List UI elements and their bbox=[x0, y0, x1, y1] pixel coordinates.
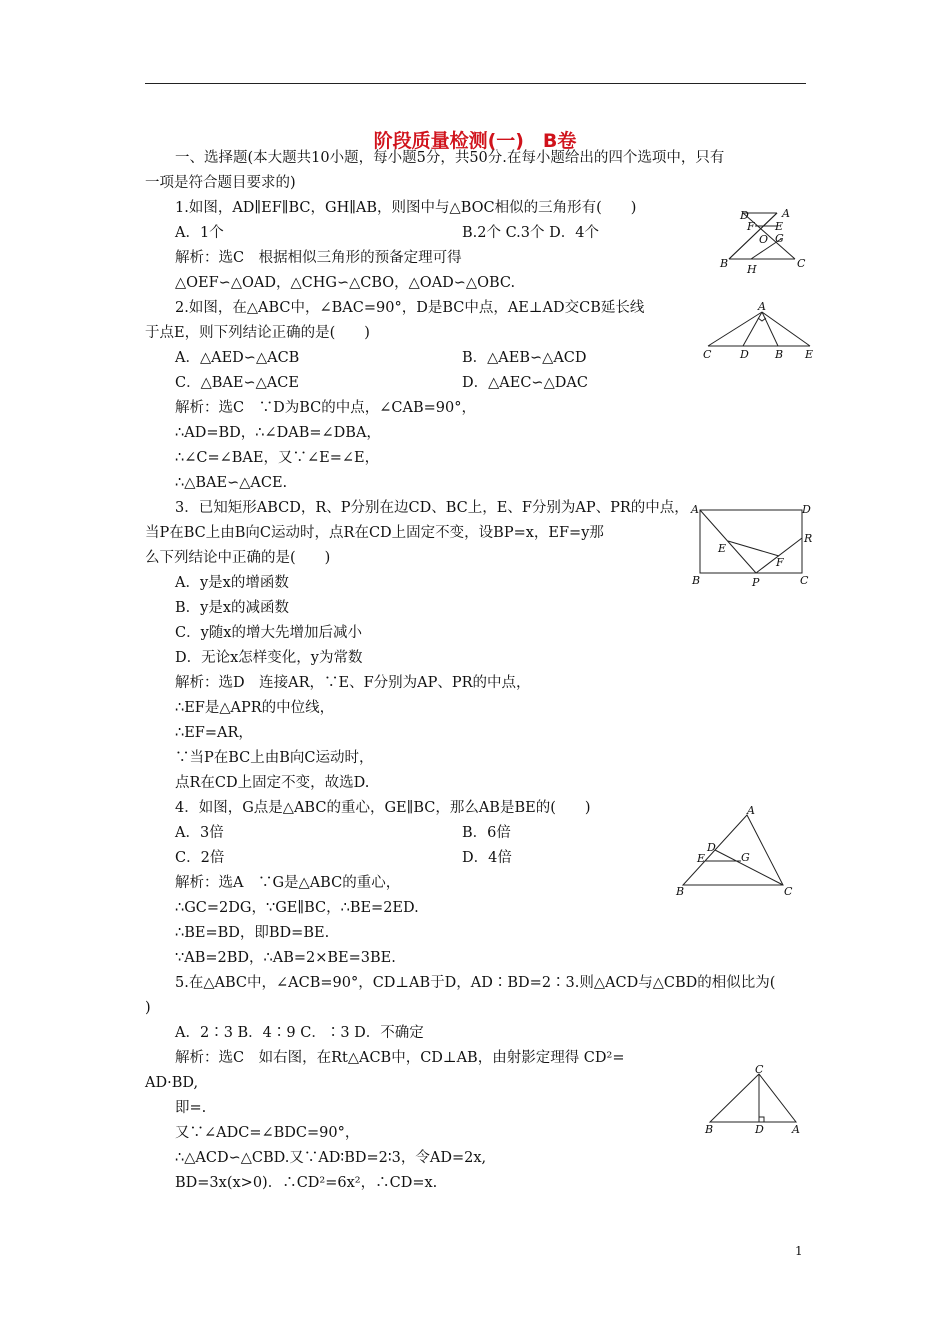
figure-q1 bbox=[715, 205, 815, 277]
q2-option-d: D．△AEC∽△DAC bbox=[462, 375, 588, 391]
fig1-label-f: F bbox=[747, 220, 755, 233]
q4-solution-4: ∵AB=2BD，∴AB=2×BE=3BE. bbox=[175, 950, 396, 966]
q3-option-a: A．y是x的增函数 bbox=[175, 575, 289, 591]
q5-solution-2: AD·BD, bbox=[145, 1075, 199, 1091]
figure-q5 bbox=[700, 1062, 812, 1142]
q4-option-a: A．3倍 bbox=[175, 825, 224, 841]
fig2-ad bbox=[743, 312, 762, 346]
q2-option-c: C．△BAE∽△ACE bbox=[175, 375, 299, 391]
fig2-label-c: C bbox=[703, 348, 712, 361]
figure-q2 bbox=[700, 300, 815, 362]
q5-solution-5: ∴△ACD∽△CBD.又∵AD∶BD=2∶3，令AD=2x, bbox=[175, 1150, 487, 1166]
fig5-triangle bbox=[710, 1074, 796, 1122]
q1-solution-2: △OEF∽△OAD，△CHG∽△CBO，△OAD∽△OBC. bbox=[175, 275, 516, 291]
fig2-label-a: A bbox=[758, 300, 766, 313]
q3-option-c: C．y随x的增大先增加后减小 bbox=[175, 625, 362, 641]
fig1-label-e: E bbox=[775, 220, 784, 233]
q5-options: A．2∶3 B．4∶9 C．∶3 D．不确定 bbox=[175, 1025, 424, 1041]
fig3-label-p: P bbox=[752, 576, 760, 589]
fig2-right-angle bbox=[758, 318, 766, 321]
q3-stem-cont-1: 当P在BC上由B向C运动时，点R在CD上固定不变，设BP=x，EF=y那 bbox=[145, 525, 604, 541]
fig3-label-c: C bbox=[800, 574, 809, 587]
q4-solution-3: ∴BE=BD，即BD=BE. bbox=[175, 925, 330, 941]
fig4-label-a: A bbox=[747, 804, 755, 817]
q1-solution-1: 解析：选C 根据相似三角形的预备定理可得 bbox=[175, 250, 462, 266]
page-title: 阶段质量检测(一) B卷 bbox=[373, 130, 577, 152]
q3-solution-2: ∴EF是△APR的中位线， bbox=[175, 700, 335, 716]
fig5-label-d: D bbox=[755, 1123, 764, 1136]
header-rule bbox=[145, 83, 806, 84]
q4-solution-1: 解析：选A ∵G是△ABC的重心， bbox=[175, 875, 401, 891]
figure-q3 bbox=[688, 500, 813, 590]
fig3-label-b: B bbox=[692, 574, 701, 587]
figure-q4 bbox=[673, 805, 798, 900]
fig3-label-a: A bbox=[691, 503, 699, 516]
fig1-label-b: B bbox=[720, 257, 729, 270]
fig4-label-d: D bbox=[707, 841, 716, 854]
fig3-label-d: D bbox=[802, 503, 811, 516]
q3-stem: 3．已知矩形ABCD，R、P分别在边CD、BC上，E、F分别为AP、PR的中点， bbox=[175, 500, 689, 516]
q1-stem: 1.如图，AD∥EF∥BC，GH∥AB，则图中与△BOC相似的三角形有( ) bbox=[175, 200, 637, 216]
q3-option-d: D．无论x怎样变化，y为常数 bbox=[175, 650, 363, 666]
fig3-label-r: R bbox=[804, 532, 813, 545]
fig3-rectangle bbox=[700, 510, 802, 573]
q3-solution-1: 解析：选D 连接AR，∵E、F分别为AP、PR的中点， bbox=[175, 675, 531, 691]
fig4-triangle bbox=[683, 815, 783, 885]
fig4-label-g: G bbox=[741, 851, 750, 864]
fig5-label-a: A bbox=[792, 1123, 800, 1136]
fig2-ae bbox=[762, 312, 810, 346]
fig2-label-e: E bbox=[805, 348, 814, 361]
q3-stem-cont-2: 么下列结论中正确的是( ) bbox=[145, 550, 331, 566]
q5-stem-cont: ) bbox=[145, 1000, 151, 1016]
fig2-ac bbox=[708, 312, 762, 346]
fig1-label-a: A bbox=[782, 207, 790, 220]
fig2-label-d: D bbox=[740, 348, 749, 361]
page-number: 1 bbox=[795, 1244, 803, 1258]
fig5-right-angle bbox=[759, 1117, 764, 1122]
q4-option-d: D．4倍 bbox=[462, 850, 512, 866]
q5-solution-1: 解析：选C 如右图，在Rt△ACB中，CD⊥AB，由射影定理得 CD²= bbox=[175, 1050, 625, 1066]
fig3-label-f: F bbox=[776, 556, 784, 569]
q5-solution-3: 即=. bbox=[175, 1100, 207, 1116]
q2-solution-1: 解析：选C ∵D为BC的中点，∠CAB=90°， bbox=[175, 400, 476, 416]
fig4-label-b: B bbox=[676, 885, 685, 898]
section-heading-cont: 一项是符合题目要求的) bbox=[145, 175, 296, 191]
fig2-label-b: B bbox=[775, 348, 784, 361]
q4-option-b: B．6倍 bbox=[462, 825, 511, 841]
fig1-label-c: C bbox=[797, 257, 806, 270]
fig4-label-c: C bbox=[784, 885, 793, 898]
fig1-label-o: O bbox=[759, 233, 769, 246]
q1-option-a: A．1个 bbox=[175, 225, 224, 241]
q2-option-a: A．△AED∽△ACB bbox=[175, 350, 300, 366]
fig5-label-c: C bbox=[755, 1063, 764, 1076]
fig3-ef bbox=[728, 541, 779, 556]
q5-stem: 5.在△ABC中，∠ACB=90°，CD⊥AB于D，AD∶BD=2∶3.则△ACD与△CBD的相似比为( bbox=[175, 975, 776, 991]
q5-solution-6: BD=3x(x>0)．∴CD²=6x²，∴CD=x. bbox=[175, 1175, 438, 1191]
q3-solution-3: ∴EF=AR， bbox=[175, 725, 253, 741]
q1-options-bcd: B.2个 C.3个 D．4个 bbox=[462, 225, 599, 241]
q4-stem: 4．如图，G点是△ABC的重心，GE∥BC，那么AB是BE的( ) bbox=[175, 800, 591, 816]
q3-solution-4: ∵当P在BC上由B向C运动时， bbox=[175, 750, 374, 766]
q4-option-c: C．2倍 bbox=[175, 850, 225, 866]
q2-stem-cont: 于点E，则下列结论正确的是( ) bbox=[145, 325, 370, 341]
fig4-label-e: E bbox=[697, 852, 706, 865]
q4-solution-2: ∴GC=2DG，∵GE∥BC，∴BE=2ED. bbox=[175, 900, 419, 916]
fig1-label-d: D bbox=[740, 209, 749, 222]
q3-solution-5: 点R在CD上固定不变，故选D. bbox=[175, 775, 370, 791]
q2-option-b: B．△AEB∽△ACD bbox=[462, 350, 587, 366]
q3-option-b: B．y是x的减函数 bbox=[175, 600, 290, 616]
fig1-label-g: G bbox=[775, 232, 784, 245]
q2-solution-2: ∴AD=BD，∴∠DAB=∠DBA， bbox=[175, 425, 381, 441]
q2-solution-4: ∴△BAE∽△ACE. bbox=[175, 475, 288, 491]
section-heading: 一、选择题(本大题共10小题，每小题5分，共50分.在每小题给出的四个选项中，只有 bbox=[175, 150, 725, 166]
q5-solution-4: 又∵∠ADC=∠BDC=90°， bbox=[175, 1125, 360, 1141]
fig1-label-h: H bbox=[747, 263, 757, 276]
fig3-label-e: E bbox=[718, 542, 727, 555]
fig5-label-b: B bbox=[705, 1123, 714, 1136]
q2-stem: 2.如图，在△ABC中，∠BAC=90°，D是BC中点，AE⊥AD交CB延长线 bbox=[175, 300, 645, 316]
q2-solution-3: ∴∠C=∠BAE，又∵∠E=∠E， bbox=[175, 450, 380, 466]
